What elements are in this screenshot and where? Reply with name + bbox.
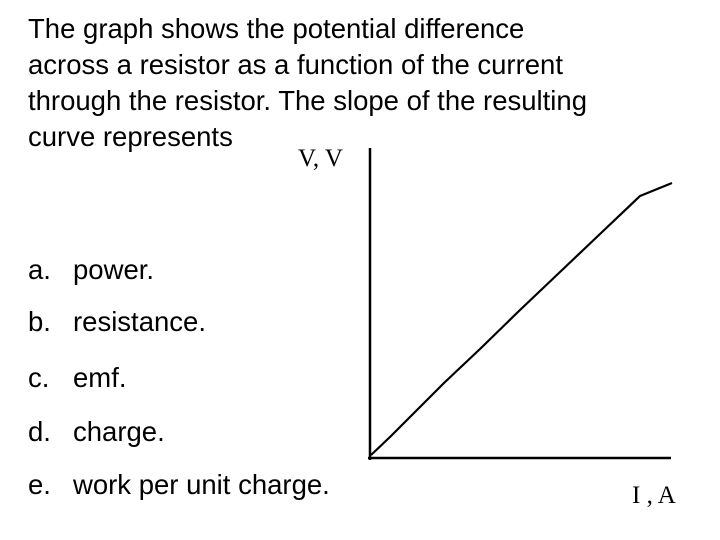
question-line: curve represents bbox=[28, 121, 233, 152]
option-letter: c. bbox=[28, 362, 50, 393]
option-text: charge. bbox=[73, 416, 165, 447]
question-line: across a resistor as a function of the current bbox=[28, 49, 563, 80]
option-letter: d. bbox=[28, 416, 51, 447]
option-letter: b. bbox=[28, 306, 51, 337]
option-text: emf. bbox=[73, 362, 127, 393]
question-line: through the resistor. The slope of the resulting bbox=[28, 85, 587, 116]
option-letter: a. bbox=[28, 254, 51, 285]
option-text: work per unit charge. bbox=[73, 469, 330, 500]
y-axis-label: V, V bbox=[298, 145, 343, 172]
option-letter: e. bbox=[28, 469, 51, 500]
voltage-current-line bbox=[371, 183, 672, 455]
question-line: The graph shows the potential difference bbox=[28, 13, 525, 44]
option-text: resistance. bbox=[73, 306, 206, 337]
option-text: power. bbox=[73, 254, 155, 285]
x-axis-label: I , A bbox=[632, 482, 676, 509]
